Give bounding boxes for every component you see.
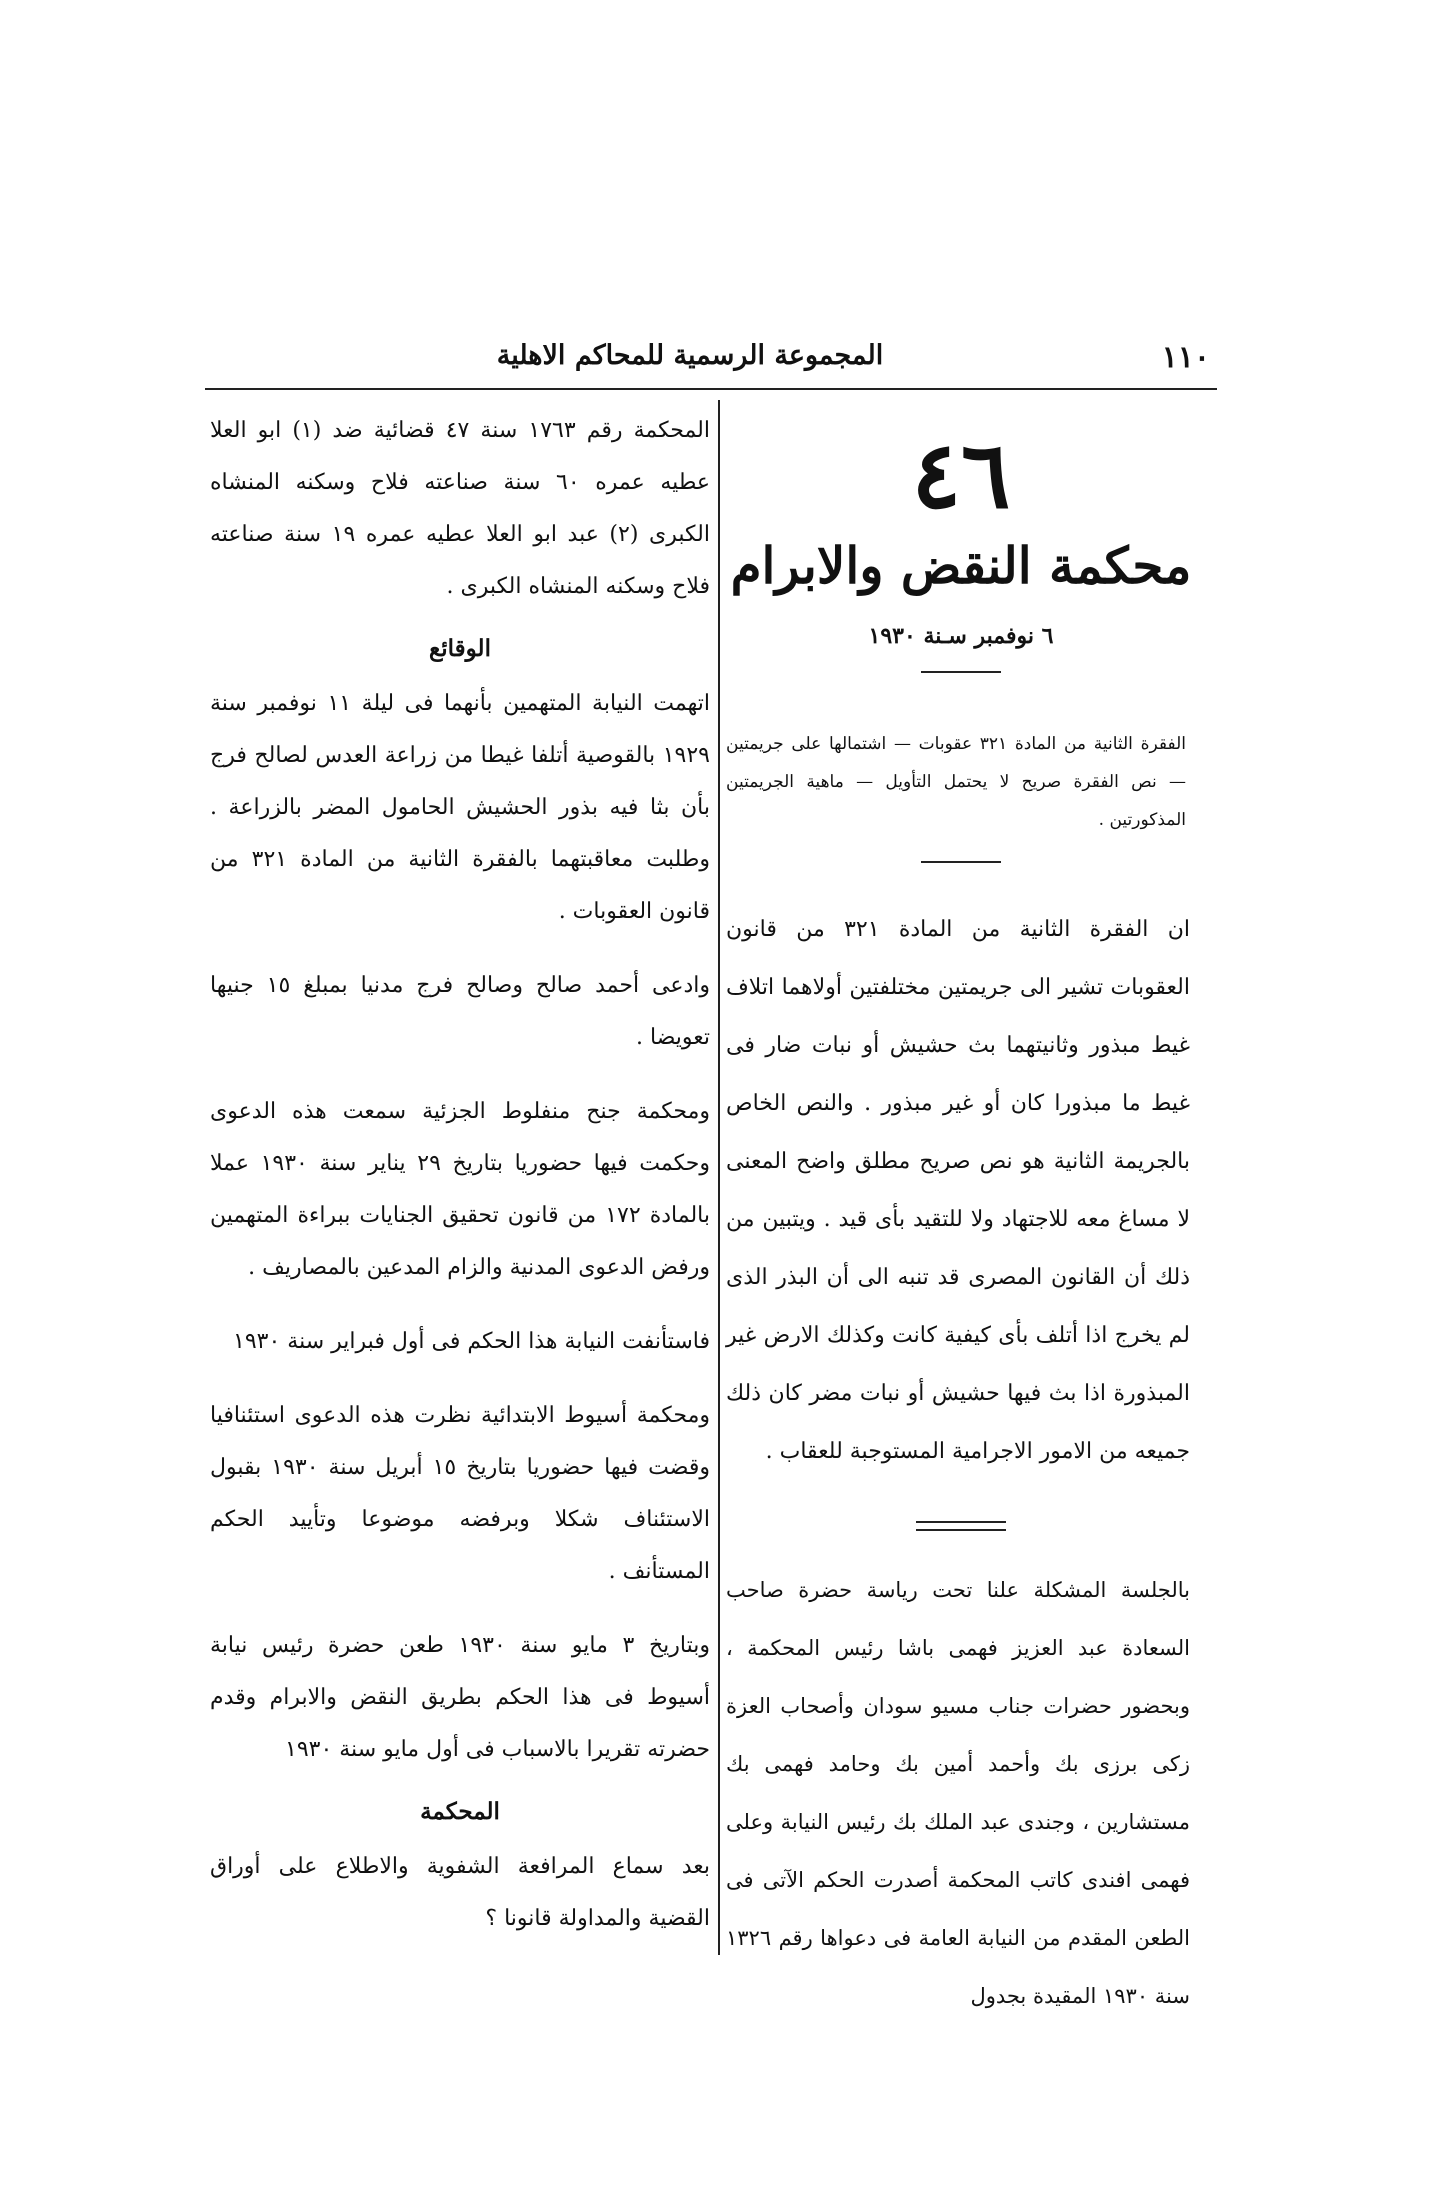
case-number: ٤٦: [911, 421, 1011, 529]
right-column: [726, 405, 1196, 2025]
case-parties: المحكمة رقم ١٧٦٣ سنة ٤٧ قضائية ضد (١) ابو العلا عطيه عمره ٦٠ سنة صناعته فلاح وسكنه المنشاه الكبرى (٢) عبد ابو العلا عطيه عمره ١٩ سنة صناعته فلاح وسكنه المنشاه الكبرى .: [210, 418, 710, 599]
paragraph-deliberation: بعد سماع المرافعة الشفوية والاطلاع على أوراق القضية والمداولة قانونا ؟: [210, 1854, 710, 1931]
session-paragraph: بالجلسة المشكلة علنا تحت رياسة حضرة صاحب السعادة عبد العزيز فهمى باشا رئيس المحكمة ، وبحضور حضرات جناب مسيو سودان وأصحاب العزة زكى برزى بك وأحمد أمين بك وحامد فهمى بك مستشارين ، وجندى عبد الملك بك رئيس النيابة وعلى فهمى افندى كاتب المحكمة أصدرت الحكم الآتى فى الطعن المقدم من النيابة العامة فى دعواها رقم ١٣٢٦ سنة ١٩٣٠ المقيدة بجدول: [726, 1578, 1190, 2008]
divider: [921, 671, 1001, 673]
decision-date: ٦ نوفمبر سـنة ١٩٣٠: [868, 623, 1054, 649]
legal-principle: ان الفقرة الثانية من المادة ٣٢١ من قانون العقوبات تشير الى جريمتين مختلفتين أولاهما اتلاف غيط مبذور وثانيتهما بث حشيش أو نبات ضار فى غيط ما مبذورا كان أو غير مبذور . والنص الخاص بالجريمة الثانية هو نص صريح مطلق واضح المعنى لا مساغ معه للاجتهاد ولا للتقيد بأى قيد . ويتبين من ذلك أن القانون المصرى قد تنبه الى أن البذر الذى لم يخرج اذا أتلف بأى كيفية كانت وكذلك الارض غير المبذورة اذا بث فيها حشيش أو نبات مضر كان ذلك جميعه من الامور الاجرامية المستوجبة للعقاب .: [726, 917, 1190, 1464]
column-divider: [718, 400, 720, 1955]
paragraph-appeal: فاستأنفت النيابة هذا الحكم فى أول فبراير سنة ١٩٣٠: [233, 1329, 710, 1354]
header-rule: [205, 388, 1217, 390]
paragraph-first-instance: ومحكمة جنح منفلوط الجزئية سمعت هذه الدعوى وحكمت فيها حضوريا بتاريخ ٢٩ يناير سنة ١٩٣٠ عملا بالمادة ١٧٢ من قانون تحقيق الجنايات ببراءة المتهمين ورفض الدعوى المدنية والزام المدعين بالمصاريف .: [210, 1099, 710, 1280]
divider: [921, 861, 1001, 863]
left-column: [210, 405, 710, 1945]
journal-title: المجموعة الرسمية للمحاكم الاهلية: [496, 340, 884, 371]
paragraph-cassation: وبتاريخ ٣ مايو سنة ١٩٣٠ طعن حضرة رئيس نيابة أسيوط فى هذا الحكم بطريق النقض والابرام وقدم حضرته تقريرا بالاسباب فى أول مايو سنة ١٩٣٠: [210, 1633, 711, 1762]
court-name: محكمة النقض والابرام: [730, 536, 1192, 595]
paragraph-appeal-court: ومحكمة أسيوط الابتدائية نظرت هذه الدعوى استئنافيا وقضت فيها حضوريا بتاريخ ١٥ أبريل سنة ١٩٣٠ بقبول الاستئناف شكلا وبرفضه موضوعا وتأييد الحكم المستأنف .: [210, 1403, 711, 1584]
facts-heading: الوقائع: [429, 635, 491, 662]
paragraph-charges: اتهمت النيابة المتهمين بأنهما فى ليلة ١١ نوفمبر سنة ١٩٢٩ بالقوصية أتلفا غيطا من زراعة العدس لصالح فرج بأن بثا فيه بذور الحشيش الحامول المضر بالزراعة . وطلبت معاقبتهما بالفقرة الثانية من المادة ٣٢١ من قانون العقوبات .: [210, 691, 710, 924]
page-number: ١١٠: [1161, 340, 1210, 375]
court-heading: المحكمة: [420, 1798, 500, 1825]
headnote: الفقرة الثانية من المادة ٣٢١ عقوبات — اشتمالها على جريمتين — نص الفقرة صريح لا يحتمل التأويل — ماهية الجريمتين المذكورتين .: [726, 734, 1186, 830]
double-divider: [916, 1521, 1006, 1531]
page-header: [170, 340, 1210, 380]
paragraph-civil-claim: وادعى أحمد صالح وصالح فرج مدنيا بمبلغ ١٥ جنيها تعويضا .: [210, 973, 710, 1050]
